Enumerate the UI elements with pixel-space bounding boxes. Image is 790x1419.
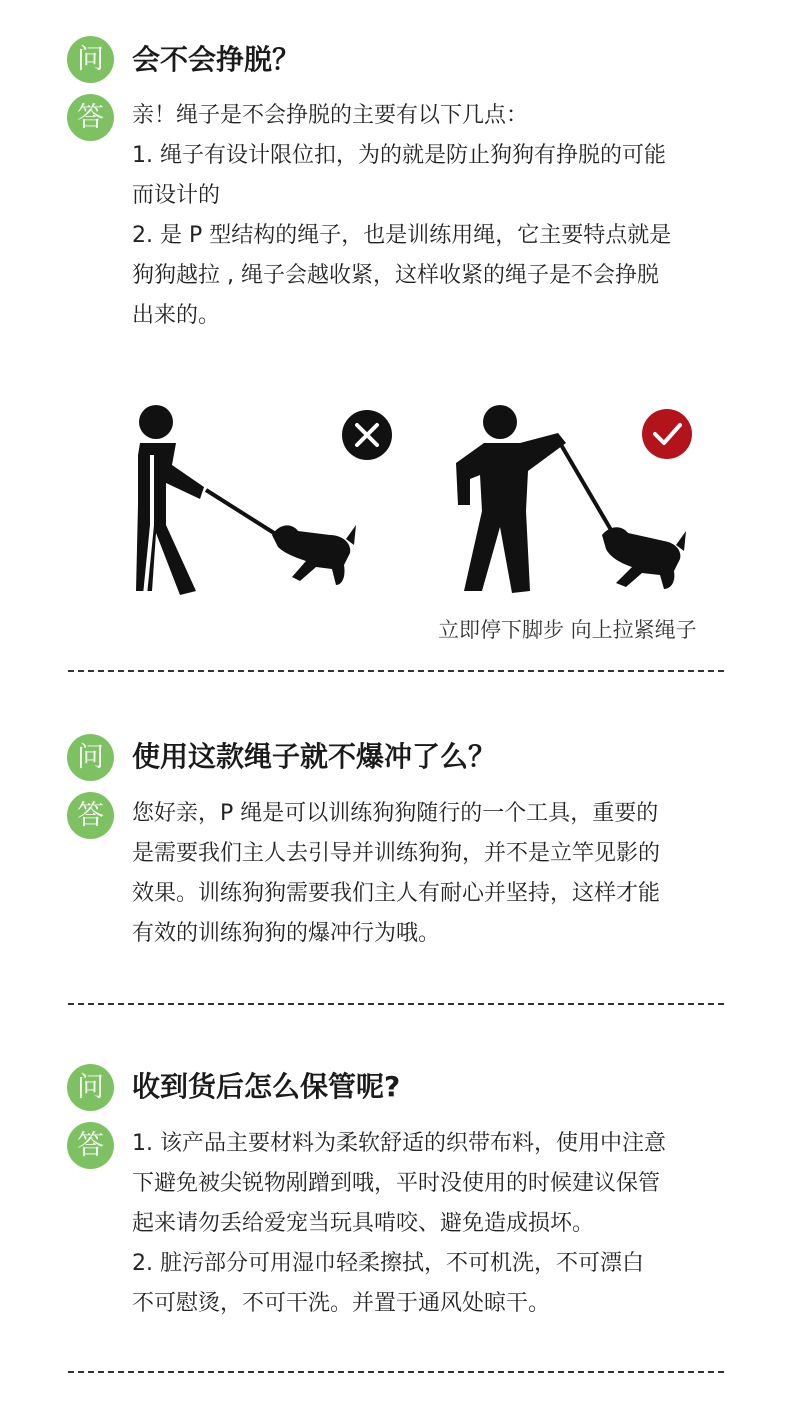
- answer-line: 起来请勿丢给爱宠当玩具啃咬、避免造成损坏。: [132, 1211, 595, 1236]
- answer-line: 不可慰烫，不可干洗。并置于通风处晾干。: [132, 1291, 551, 1316]
- dog-pulling-icon: [272, 525, 356, 585]
- answer-line: 而设计的: [132, 183, 221, 208]
- answer-badge: 答: [67, 1122, 114, 1169]
- answer-line: 2. 脏污部分可用湿巾轻柔擦拭，不可机洗，不可漂白: [132, 1251, 644, 1276]
- answer-line: 下避免被尖锐物剐蹭到哦，平时没使用的时候建议保管: [132, 1171, 661, 1196]
- dog-sitting-icon: [602, 527, 686, 589]
- answer-line: 狗狗越拉 , 绳子会越收紧，这样收紧的绳子是不会挣脱: [132, 263, 659, 288]
- section-divider: [68, 1003, 724, 1005]
- question-title: 收到货后怎么保管呢?: [132, 1070, 401, 1103]
- answer-line: 您好亲，P 绳是可以训练狗狗随行的一个工具，重要的: [132, 801, 659, 826]
- answer-badge: 答: [67, 94, 114, 141]
- question-title: 使用这款绳子就不爆冲了么？: [132, 740, 497, 773]
- answer-line: 有效的训练狗狗的爆冲行为哦。: [132, 921, 441, 946]
- answer-line: 出来的。: [132, 303, 221, 328]
- answer-text: [132, 96, 752, 336]
- answer-line: 效果。训练狗狗需要我们主人有耐心并坚持，这样才能: [132, 881, 661, 906]
- leash-training-illustration: [0, 395, 790, 605]
- answer-badge: 答: [67, 792, 114, 839]
- x-mark-icon: [342, 410, 392, 460]
- leash-icon: [560, 443, 614, 535]
- question-title: 会不会挣脱？: [132, 43, 301, 76]
- answer-text: [132, 794, 752, 954]
- question-badge: 问: [67, 734, 114, 781]
- leash-icon: [206, 490, 274, 533]
- answer-line: 2. 是 P 型结构的绳子，也是训练用绳，它主要特点就是: [132, 223, 672, 248]
- person-pulled-icon: [136, 405, 204, 595]
- answer-line: 亲！绳子是不会挣脱的主要有以下几点：: [132, 103, 529, 128]
- section-divider: [68, 1371, 724, 1373]
- answer-text: [132, 1124, 752, 1324]
- question-badge: 问: [67, 1064, 114, 1111]
- person-pulling-up-icon: [456, 405, 566, 593]
- answer-line: 1. 该产品主要材料为柔软舒适的织带布料，使用中注意: [132, 1131, 666, 1156]
- answer-line: 是需要我们主人去引导并训练狗狗，并不是立竿见影的: [132, 841, 661, 866]
- question-badge: 问: [67, 36, 114, 83]
- check-mark-icon: [642, 409, 692, 459]
- section-divider: [68, 670, 724, 672]
- answer-line: 1. 绳子有设计限位扣，为的就是防止狗狗有挣脱的可能: [132, 143, 666, 168]
- illustration-caption: 立即停下脚步 向上拉紧绳子: [438, 618, 697, 642]
